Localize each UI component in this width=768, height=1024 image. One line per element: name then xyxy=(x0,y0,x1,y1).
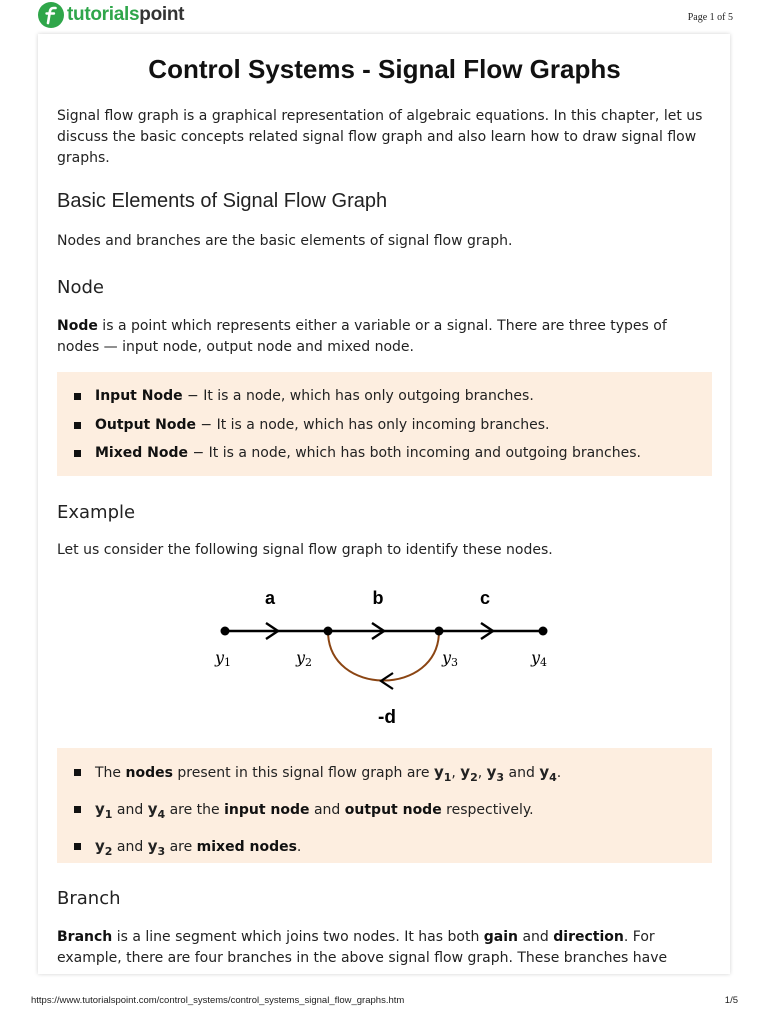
var-sub: 2 xyxy=(470,771,478,784)
note-text: and xyxy=(112,802,148,818)
note-text: and xyxy=(504,765,540,781)
var-y3 xyxy=(486,763,505,784)
node-description: is a point which represents either a variable or a signal. There are three types of nodes — input node, output node and mixed node. xyxy=(57,318,667,355)
var-base: y xyxy=(95,800,105,818)
note-text: present in this signal flow graph are xyxy=(172,765,434,781)
var-sub: 3 xyxy=(496,771,505,784)
list-item xyxy=(57,762,712,788)
var-base: y xyxy=(486,763,497,781)
top-bar xyxy=(0,0,768,34)
note-text: The xyxy=(95,765,126,781)
node-label-y2 xyxy=(295,648,312,669)
basic-elements-paragraph: Nodes and branches are the basic elements of signal flow graph. xyxy=(57,233,513,249)
gain-label-b: b xyxy=(372,588,384,608)
branch-text: and xyxy=(518,929,554,945)
var-base: y xyxy=(433,763,444,781)
var-y2 xyxy=(95,837,113,858)
bullet-icon xyxy=(74,450,81,457)
branch-paragraph xyxy=(57,927,712,969)
note-bold: mixed nodes xyxy=(196,839,297,855)
node-y1 xyxy=(221,627,230,636)
bullet-icon xyxy=(74,843,81,850)
node-label-base: y xyxy=(442,648,452,667)
branch-gain-term: gain xyxy=(483,929,518,945)
var-y2 xyxy=(460,763,478,784)
note-text: and xyxy=(112,839,148,855)
note-bold: output node xyxy=(344,802,442,818)
node-y3 xyxy=(435,627,444,636)
section-heading-example: Example xyxy=(57,502,136,523)
list-item xyxy=(57,386,712,406)
footer-page-number: 1/5 xyxy=(724,995,738,1006)
node-type-term: Output Node xyxy=(95,416,196,433)
var-sub: 1 xyxy=(104,808,113,821)
node-y4 xyxy=(539,627,548,636)
example-notes-list xyxy=(57,748,712,862)
var-base: y xyxy=(460,763,471,781)
list-item xyxy=(57,443,712,463)
intro-paragraph: Signal flow graph is a graphical representation of algebraic equations. In this chapter, let us discuss the basic concepts related signal flow graph and also learn how to draw signal flow graphs. xyxy=(57,108,703,166)
node-label-base: y xyxy=(296,648,306,667)
var-y1 xyxy=(95,800,113,821)
note-bold: input node xyxy=(224,802,310,818)
var-sub: 3 xyxy=(157,845,166,858)
footer-url-link[interactable]: https://www.tutorialspoint.com/control_systems/control_systems_signal_flow_graphs.htm xyxy=(31,995,405,1006)
comma: , xyxy=(477,765,487,781)
node-type-desc: − It is a node, which has only outgoing branches. xyxy=(182,388,534,404)
node-type-term: Mixed Node xyxy=(95,445,189,461)
note-text: . xyxy=(556,765,562,781)
node-paragraph xyxy=(57,316,712,358)
tutorialspoint-logo[interactable] xyxy=(38,2,184,28)
node-type-desc: − It is a node, which has both incoming and outgoing branches. xyxy=(188,445,641,461)
note-text: are the xyxy=(165,802,225,818)
node-term: Node xyxy=(57,318,98,334)
article-container xyxy=(38,34,730,974)
note-text: and xyxy=(309,802,345,818)
node-label-y4 xyxy=(530,648,547,669)
bullet-icon xyxy=(74,422,81,429)
logo-text-part1: tutorials xyxy=(67,4,140,25)
page-counter: Page 1 of 5 xyxy=(687,12,733,23)
node-type-term: Input Node xyxy=(95,388,183,404)
gain-label-feedback: -d xyxy=(378,707,396,728)
node-label-sub: 2 xyxy=(305,656,313,669)
section-heading-node: Node xyxy=(57,277,104,298)
node-types-list xyxy=(57,372,712,463)
var-base: y xyxy=(147,800,158,818)
var-sub: 2 xyxy=(104,845,113,858)
node-types-box xyxy=(57,372,712,476)
example-notes-box xyxy=(57,748,712,863)
example-paragraph: Let us consider the following signal flow graph to identify these nodes. xyxy=(57,542,553,558)
section-heading-branch: Branch xyxy=(57,888,121,909)
note-text: . xyxy=(296,839,302,855)
gain-label-c: c xyxy=(479,588,491,608)
bullet-icon xyxy=(74,806,81,813)
note-bold: nodes xyxy=(125,765,173,781)
logo-text-part2: point xyxy=(139,4,185,25)
node-label-y1 xyxy=(214,648,231,669)
var-y1 xyxy=(433,763,452,784)
note-text: are xyxy=(165,839,197,855)
node-label-sub: 4 xyxy=(540,656,548,669)
branch-direction-term: direction xyxy=(553,929,624,945)
branch-text: is a line segment which joins two nodes. It has both xyxy=(112,929,484,945)
note-text: respectively. xyxy=(441,802,534,818)
var-sub: 4 xyxy=(157,808,166,821)
gain-label-a: a xyxy=(264,588,276,608)
var-y3 xyxy=(147,837,166,858)
list-item xyxy=(57,415,712,435)
var-sub: 4 xyxy=(549,771,557,784)
node-type-desc: − It is a node, which has only incoming branches. xyxy=(195,416,550,433)
signal-flow-graph-diagram xyxy=(188,579,548,729)
bullet-icon xyxy=(74,769,81,776)
bullet-icon xyxy=(74,393,81,400)
page-title: Control Systems - Signal Flow Graphs xyxy=(148,54,621,84)
var-y4 xyxy=(147,800,166,821)
logo-icon xyxy=(38,2,64,28)
node-label-base: y xyxy=(215,648,225,667)
comma: , xyxy=(451,765,461,781)
logo-wordmark xyxy=(67,4,184,26)
var-base: y xyxy=(147,837,158,855)
node-label-sub: 1 xyxy=(224,656,232,669)
node-label-y3 xyxy=(441,648,458,669)
list-item xyxy=(57,799,712,825)
node-label-sub: 3 xyxy=(451,656,459,669)
list-item xyxy=(57,836,712,862)
feedback-branch-arc xyxy=(328,631,439,681)
var-y4 xyxy=(539,763,557,784)
section-heading-basic-elements: Basic Elements of Signal Flow Graph xyxy=(57,190,388,212)
var-base: y xyxy=(539,763,550,781)
var-base: y xyxy=(95,837,105,855)
var-sub: 1 xyxy=(443,771,452,784)
node-y2 xyxy=(324,627,333,636)
node-label-base: y xyxy=(531,648,541,667)
branch-term: Branch xyxy=(57,929,113,945)
branch-text: . For example, there are four branches in the above signal flow graph. These branches have xyxy=(57,929,668,966)
